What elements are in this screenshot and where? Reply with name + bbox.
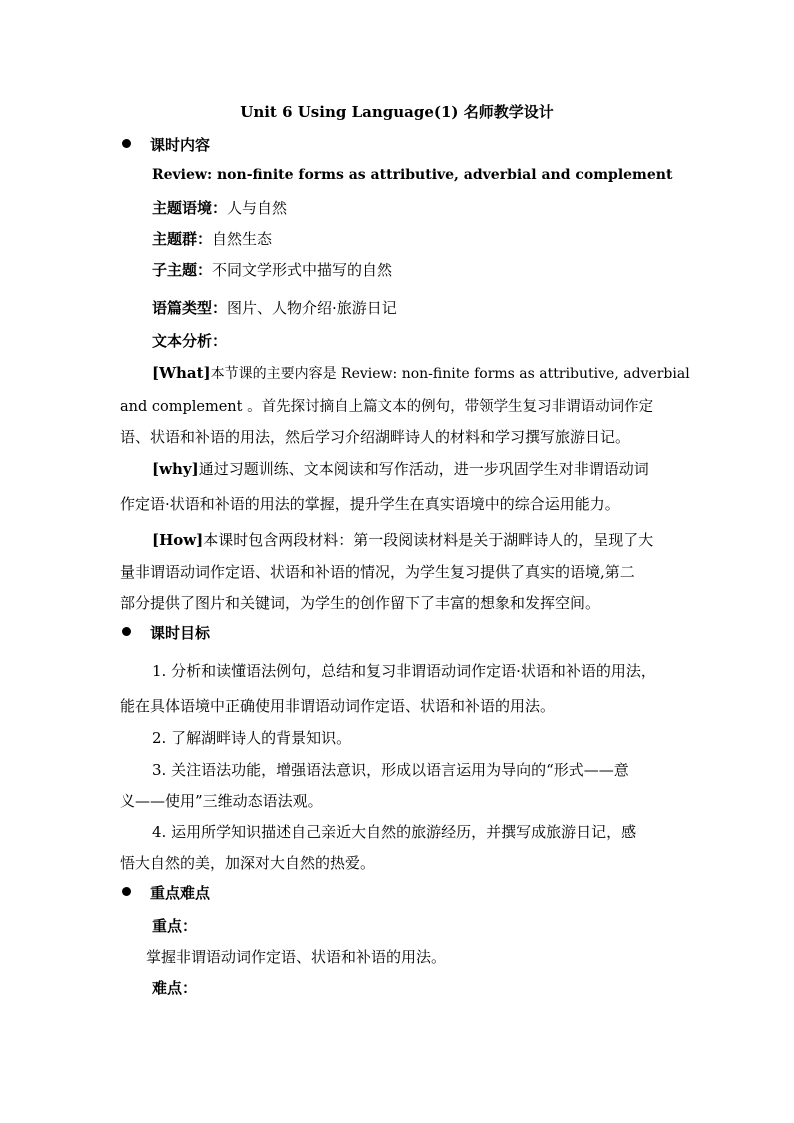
theme-label: 主题语境：	[152, 199, 228, 217]
section-heading-goals: 课时目标	[150, 624, 211, 642]
why-text-1: 通过习题训练、文本阅读和写作活动，进一步巩固学生对非谓语动词	[198, 460, 649, 478]
how-text-1: 本课时包含两段材料：第一段阅读材料是关于湖畔诗人的，呈现了大	[203, 531, 654, 549]
what-tag: [What]	[152, 364, 211, 382]
difficulty-label: 难点：	[152, 979, 198, 997]
goal-3-line-1: 3. 关注语法功能，增强语法意识，形成以语言运用为导向的“形式——意	[152, 761, 629, 779]
why-tag: [why]	[152, 460, 199, 478]
why-line-1	[152, 458, 649, 479]
how-line-3: 部分提供了图片和关键词，为学生的创作留下了丰富的想象和发挥空间。	[120, 594, 601, 612]
what-line-1	[152, 363, 690, 383]
what-text-1: 本节课的主要内容是 Review: non-finite forms as attributive, adverbial	[210, 366, 690, 382]
how-tag: [How]	[152, 531, 204, 549]
group-value: 自然生态	[212, 230, 273, 248]
bullet-icon	[122, 887, 131, 896]
section-heading-content: 课时内容	[150, 136, 211, 154]
goal-4-line-1: 4. 运用所学知识描述自己亲近大自然的旅游经历，并撰写成旅游日记，感	[152, 823, 637, 841]
theme-row	[152, 197, 287, 218]
what-line-2: and complement 。首先探讨摘自上篇文本的例句，带领学生复习非谓语动词作定	[120, 399, 654, 415]
sub-theme-label: 子主题：	[152, 261, 213, 279]
key-label: 重点：	[152, 917, 198, 935]
goal-1-line-1: 1. 分析和读懂语法例句，总结和复习非谓语动词作定语·状语和补语的用法，	[152, 662, 656, 680]
text-type-value: 图片、人物介绍·旅游日记	[227, 299, 397, 317]
group-label: 主题群：	[152, 230, 213, 248]
document-title: Unit 6 Using Language(1) 名师教学设计	[240, 103, 554, 121]
how-line-2: 量非谓语动词作定语、状语和补语的情况，为学生复习提供了真实的语境,第二	[120, 563, 635, 581]
what-line-3: 语、状语和补语的用法，然后学习介绍湖畔诗人的材料和学习撰写旅游日记。	[120, 428, 631, 446]
sub-theme-row	[152, 259, 392, 280]
goal-3-line-2: 义——使用”三维动态语法观。	[120, 792, 323, 810]
goal-1-line-2: 能在具体语境中正确使用非谓语动词作定语、状语和补语的用法。	[120, 697, 556, 715]
goal-2: 2. 了解湖畔诗人的背景知识。	[152, 729, 352, 747]
theme-value: 人与自然	[227, 199, 288, 217]
text-type-label: 语篇类型：	[152, 299, 228, 317]
sub-theme-value: 不同文学形式中描写的自然	[212, 261, 393, 279]
text-type-row	[152, 297, 397, 318]
section-heading-key: 重点难点	[150, 884, 211, 902]
analysis-label: 文本分析：	[152, 332, 228, 350]
group-row	[152, 228, 272, 249]
bullet-icon	[122, 627, 131, 636]
why-line-2: 作定语·状语和补语的用法的掌握，提升学生在真实语境中的综合运用能力。	[120, 495, 620, 513]
bullet-icon	[122, 139, 131, 148]
goal-4-line-2: 悟大自然的美，加深对大自然的热爱。	[120, 854, 376, 872]
key-value: 掌握非谓语动词作定语、状语和补语的用法。	[146, 948, 447, 966]
how-line-1	[152, 529, 653, 550]
review-line: Review: non-finite forms as attributive, adverbial and complement	[152, 167, 673, 183]
